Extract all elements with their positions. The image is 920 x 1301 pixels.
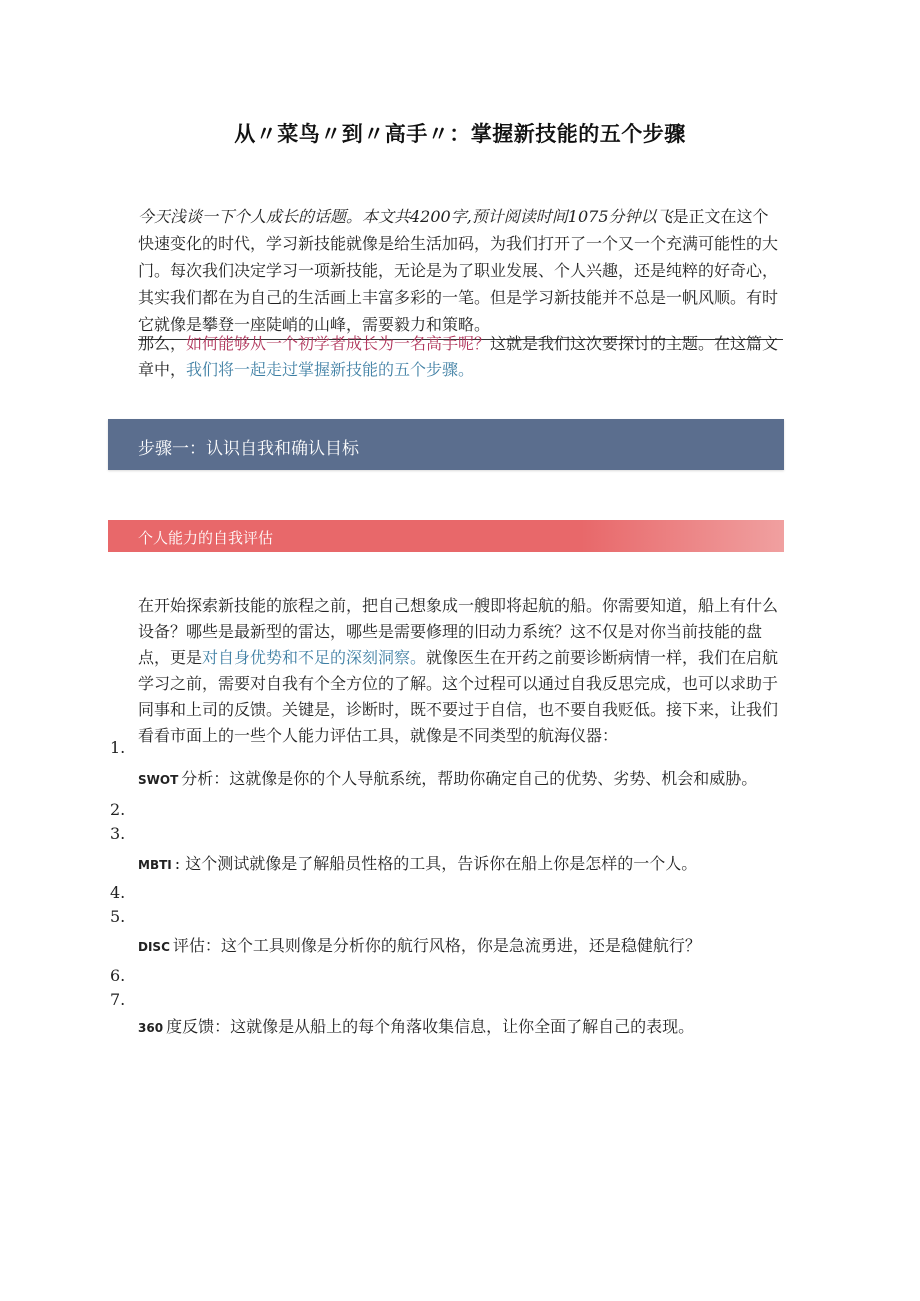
insight-highlight: 对自身优势和不足的深刻洞察。 bbox=[202, 648, 427, 667]
subsection-label: 个人能力的自我评估 bbox=[138, 529, 274, 547]
list-item-360 bbox=[138, 1014, 694, 1037]
list-item-swot bbox=[138, 766, 757, 789]
subsection-heading bbox=[108, 520, 784, 552]
intro-text: 是正文在这个快速变化的时代，学习新技能就像是给生活加码，为我们打开了一个又一个充满可能性的大门。每次我们决定学习一项新技能，无论是为了职业发展、个人兴趣，还是纯粹的好奇心，其实我们都在为自己的生活画上丰富多彩的一笔。但是学习新技能并不总是一帆风顺。有时它就像是攀登一座陡峭的山峰，需要毅力和策略。 bbox=[138, 207, 779, 334]
list-number: 4. bbox=[110, 883, 126, 902]
tool-description: 分析：这就像是你的个人导航系统，帮助你确定自己的优势、劣势、机会和威胁。 bbox=[181, 769, 758, 788]
list-item-disc bbox=[138, 933, 701, 956]
list-number: 1. bbox=[110, 738, 126, 757]
list-item-mbti bbox=[138, 851, 697, 874]
intro-paragraph bbox=[138, 203, 783, 340]
list-number: 3. bbox=[110, 824, 126, 843]
body-text-2: 就像医生在开药之前要诊断病情一样，我们在启航学习之前，需要对自我有个全方位的了解。这个过程可以通过自我反思完成，也可以求助于同事和上司的反馈。关键是，诊断时，既不要过于自信，也不要自我贬低。接下来，让我们看看市面上的一些个人能力评估工具，就像是不同类型的航海仪器： bbox=[138, 648, 779, 745]
list-number: 7. bbox=[110, 990, 126, 1009]
tool-name: MBTI bbox=[138, 858, 172, 872]
document-title: 从〃菜鸟〃到〃高手〃：掌握新技能的五个步骤 bbox=[234, 122, 686, 146]
tool-name: DISC bbox=[138, 940, 170, 954]
list-number: 6. bbox=[110, 966, 126, 985]
tool-name: SWOT bbox=[138, 773, 179, 787]
step-one-label: 步骤一：认识自我和确认目标 bbox=[138, 439, 359, 459]
list-number: 5. bbox=[110, 907, 126, 926]
tool-name: 360 bbox=[138, 1021, 164, 1035]
tool-description: 度反馈：这就像是从船上的每个角落收集信息，让你全面了解自己的表现。 bbox=[166, 1017, 695, 1036]
tool-description: 评估：这个工具则像是分析你的航行风格，你是急流勇进，还是稳健航行？ bbox=[172, 936, 701, 955]
body-text-1: 在开始探索新技能的旅程之前，把自己想象成一艘即将起航的船。你需要知道，船上有什么设备？哪些是最新型的雷达，哪些是需要修理的旧动力系统？这不仅是对你当前技能的盘点，更是 bbox=[138, 596, 779, 667]
topic-steps-highlight: 我们将一起走过掌握新技能的五个步骤。 bbox=[186, 360, 475, 379]
intro-lead: 今天浅谈一下个人成长的话题。本文共4200字,预计阅读时间1075分钟以飞 bbox=[138, 207, 673, 226]
tool-description: : 这个测试就像是了解船员性格的工具，告诉你在船上你是怎样的一个人。 bbox=[174, 854, 698, 873]
topic-question-highlight: 如何能够从一个初学者成长为一名高手呢？ bbox=[186, 334, 491, 353]
list-number: 2. bbox=[110, 800, 126, 819]
topic-text-1: 那么， bbox=[138, 334, 187, 353]
topic-text-2: 这就是我们这次要探讨的主题。在这篇文章中， bbox=[138, 334, 779, 379]
self-assessment-paragraph bbox=[138, 593, 788, 749]
step-one-heading bbox=[108, 419, 784, 470]
topic-paragraph bbox=[138, 331, 783, 383]
